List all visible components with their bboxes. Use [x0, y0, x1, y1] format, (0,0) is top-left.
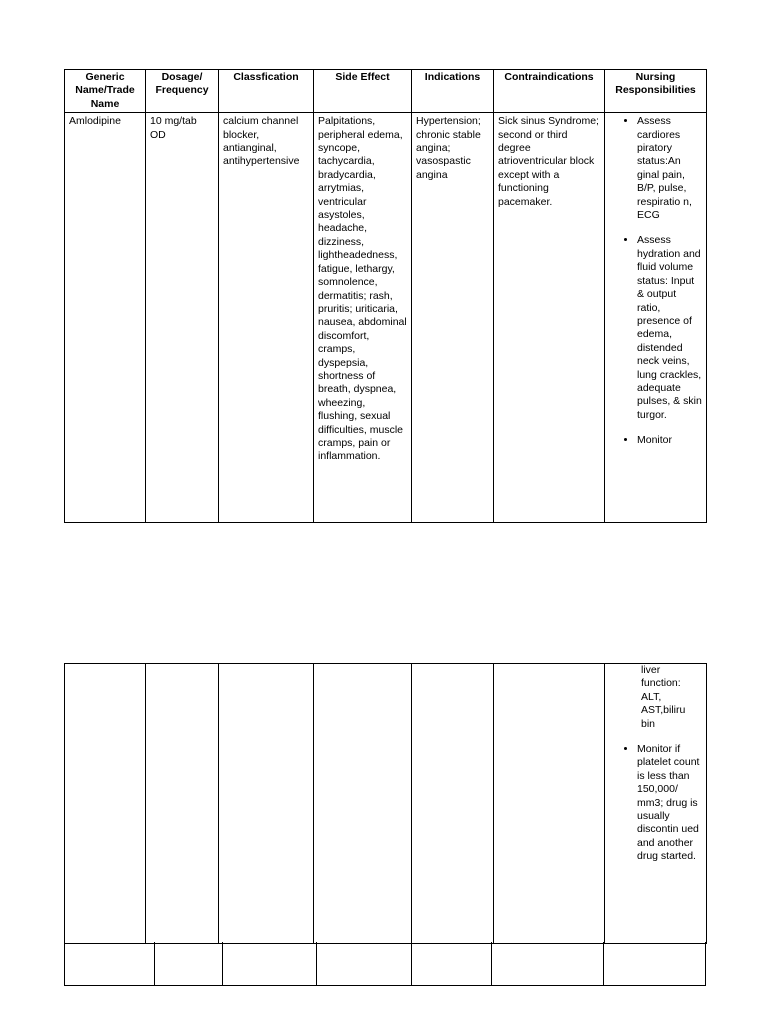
header-classification: Classfication: [219, 70, 314, 113]
drug-study-table-page2: [64, 663, 707, 944]
header-dosage: Dosage/ Frequency: [146, 70, 219, 113]
cell-empty: [219, 664, 314, 944]
cell-empty: [65, 664, 146, 944]
column-divider: [316, 942, 317, 985]
cell-empty: [146, 664, 219, 944]
header-indications: Indications: [412, 70, 494, 113]
cell-empty: [314, 664, 412, 944]
nursing-list: [609, 743, 702, 864]
drug-study-table-page1: [64, 69, 707, 523]
column-divider: [491, 942, 492, 985]
header-contraindications: Contraindications: [494, 70, 605, 113]
header-side-effect: Side Effect: [314, 70, 412, 113]
column-divider: [411, 942, 412, 985]
cell-nursing-continued: [605, 664, 707, 944]
header-row: [65, 70, 707, 113]
list-item: • Assess hydration and fluid volume status: Input & output ratio, presence of edema, distended neck veins, lung crackles, adequate pulses, & skin turgor.: [637, 234, 702, 422]
cell-side-effects: Palpitations, peripheral edema, syncope, tachycardia, bradycardia, arrytmias, ventricular asystoles, headache, dizziness, lightheadedness, fatigue, lethargy, somnolence, dermatitis; rash, pruritis; uriticaria, nausea, abdominal discomfort, cramps, dyspepsia, shortness of breath, dyspnea, wheezing, flushing, sexual difficulties, muscle cramps, pain or inflammation.: [314, 113, 412, 523]
list-item: • Monitor: [637, 434, 702, 447]
nursing-list: [609, 115, 702, 447]
cell-nursing-responsibilities: [605, 113, 707, 523]
cell-contraindications: Sick sinus Syndrome; second or third degree atrioventricular block except with a functioning pacemaker.: [494, 113, 605, 523]
cell-empty: [412, 664, 494, 944]
column-divider: [222, 942, 223, 985]
table-row: [65, 113, 707, 523]
table-row: [65, 664, 707, 944]
cell-indications: Hypertension; chronic stable angina; vasospastic angina: [412, 113, 494, 523]
header-nursing-responsibilities: Nursing Responsibilities: [605, 70, 707, 113]
list-item: • Monitor if platelet count is less than 150,000/ mm3; drug is usually discontin ued and another drug started.: [637, 743, 702, 864]
column-divider: [603, 942, 604, 985]
column-divider: [154, 942, 155, 985]
header-generic-name: Generic Name/Trade Name: [65, 70, 146, 113]
cell-empty: [494, 664, 605, 944]
cell-generic-name: Amlodipine: [65, 113, 146, 523]
empty-table-row: [64, 942, 706, 986]
cell-dosage: 10 mg/tab OD: [146, 113, 219, 523]
cell-classification: calcium channel blocker, antianginal, antihypertensive: [219, 113, 314, 523]
continued-text: liver function: ALT, AST,biliru bin: [641, 664, 686, 730]
list-item: • Assess cardiores piratory status:An ginal pain, B/P, pulse, respiratio n, ECG: [637, 115, 702, 222]
